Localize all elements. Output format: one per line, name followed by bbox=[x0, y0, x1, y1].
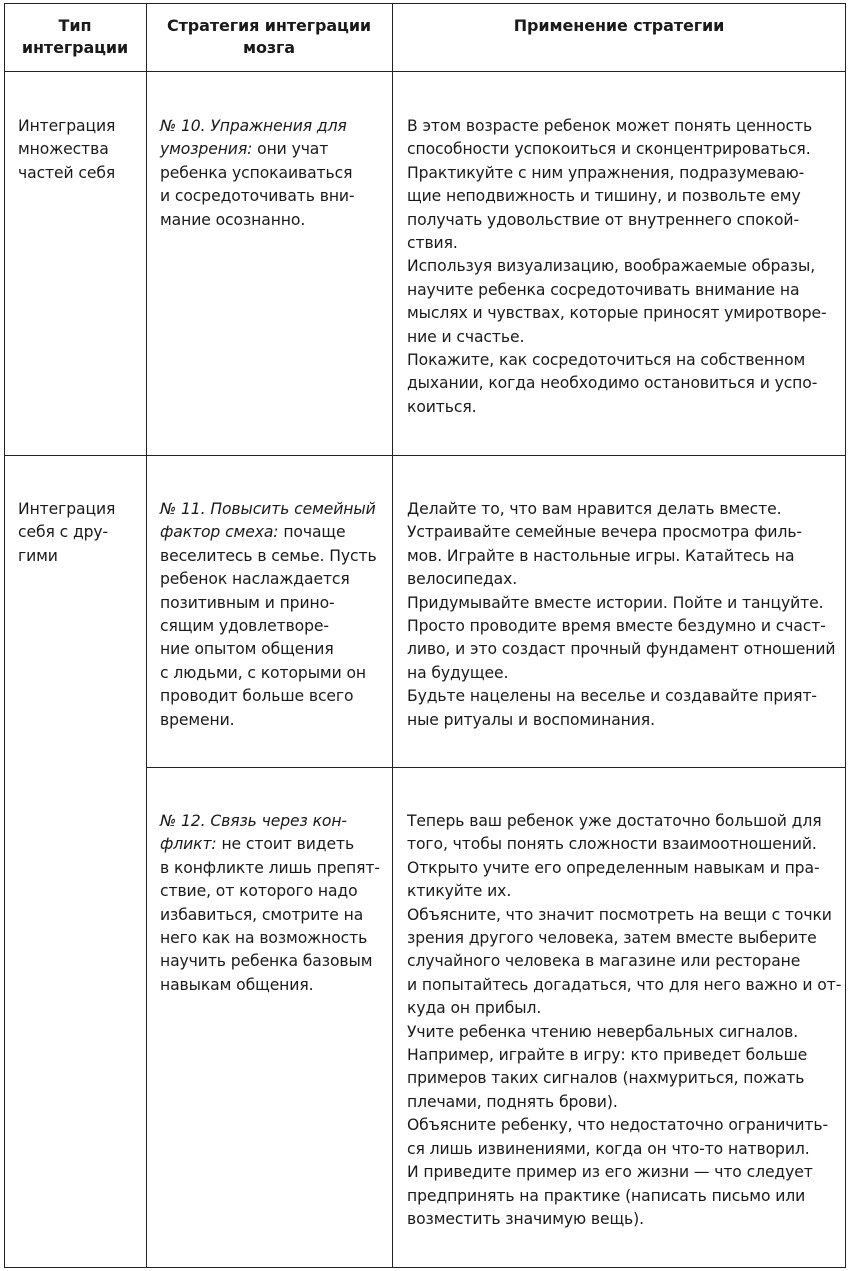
col-divider-1 bbox=[146, 3, 147, 1268]
row-divider-1 bbox=[4, 455, 846, 456]
row3-strategy: № 12. Связь через кон- фликт: не стоит видеть в конфликте лишь препят- ствие, от которого надо избавиться, смотрите на него как на возможность научить ребенка базовым навыкам общения. bbox=[160, 812, 380, 994]
row-divider-2 bbox=[146, 767, 846, 768]
row1-type: Интеграция множества частей себя bbox=[18, 117, 116, 182]
header-divider bbox=[4, 71, 846, 72]
row2-type: Интеграция себя с дру- гими bbox=[18, 500, 116, 565]
row3-application: Теперь ваш ребенок уже достаточно большой для того, чтобы понять сложности взаимоотношений. Открыто учите его определенным навыкам и пра- ктикуйте их. Объясните, что значит посмотреть на вещи с точки зрения другого человека, затем вместе выберите случайного человека в магазине или ресторане и попытайтесь догадаться, что для него важно и от- куда он прибыл. Учите ребенка чтению невербальных сигналов. Например, играйте в игру: кто приведет больше примеров таких сигналов (нахмуриться, пожать плечами, поднять брови). Объясните ребенку, что недостаточно ограничить- ся лишь извинениями, когда он что-то натворил. И приведите пример из его жизни — что следует предпринять на практике (написать письмо или возместить значимую вещь). bbox=[407, 812, 842, 1228]
row2-strategy: № 11. Повысить семейный фактор смеха: почаще веселитесь в семье. Пусть ребенок наслаждается позитивным и прино- сящим удовлетворе- ние опытом общения с людьми, с которыми он проводит больше всего времени. bbox=[160, 500, 377, 729]
header-strategy: Стратегия интеграции мозга bbox=[166, 16, 372, 57]
row2-application: Делайте то, что вам нравится делать вместе. Устраивайте семейные вечера просмотра филь- мов. Играйте в настольные игры. Катайтесь на велосипедах. Придумывайте вместе истории. Пойте и танцуйте. Просто проводите время вместе бездумно и счаст- ливо, и это создаст прочный фундамент отношений на будущее. Будьте нацелены на веселье и создавайте прият- ные ритуалы и воспоминания. bbox=[407, 500, 836, 729]
col-divider-2 bbox=[392, 3, 393, 1268]
header-application: Применение стратегии bbox=[513, 16, 725, 35]
row1-application: В этом возрасте ребенок может понять ценность способности успокоиться и сконцентрироваться. Практикуйте с ним упражнения, подразумеваю- щие неподвижность и тишину, и позвольте ему получать удовольствие от внутреннего спокой- ствия. Используя визуализацию, воображаемые образы, научите ребенка сосредоточивать внимание на мыслях и чувствах, которые приносят умиротворе- ние и счастье. Покажите, как сосредоточиться на собственном дыхании, когда необходимо остановиться и успо- коиться. bbox=[407, 117, 827, 416]
row1-strategy: № 10. Упражнения для умозрения: они учат ребенка успокаиваться и сосредоточивать вни- мание осознанно. bbox=[160, 117, 355, 229]
header-type: Тип интеграции bbox=[21, 16, 129, 57]
